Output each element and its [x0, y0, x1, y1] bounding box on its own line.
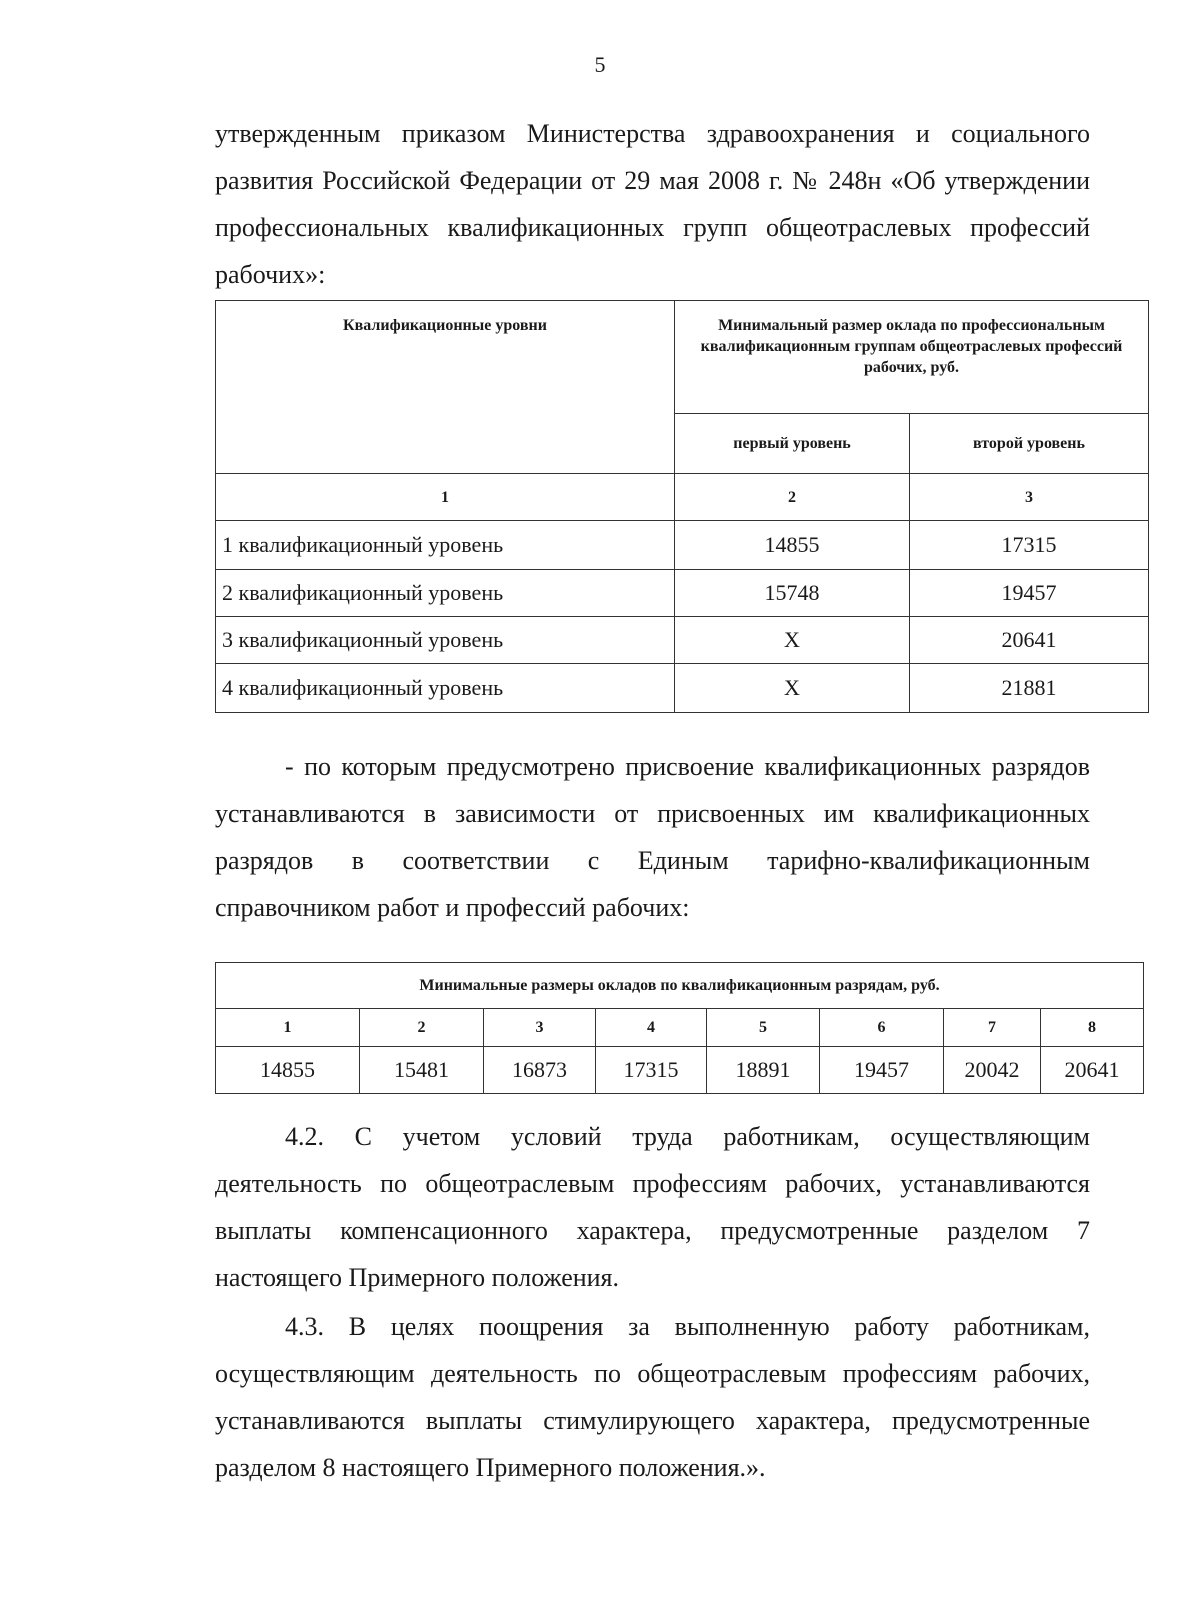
table-row	[216, 1047, 1144, 1094]
second-level-value: 20641	[910, 617, 1149, 664]
grade-salary: 20042	[944, 1047, 1041, 1094]
first-level-value: Х	[675, 664, 910, 713]
grade-number: 4	[596, 1009, 707, 1047]
grade-number: 6	[820, 1009, 944, 1047]
grade-salary: 18891	[707, 1047, 820, 1094]
qualification-levels-table	[215, 300, 1149, 713]
grade-salary: 17315	[596, 1047, 707, 1094]
grade-number: 5	[707, 1009, 820, 1047]
table-row	[216, 664, 1149, 713]
level-name: 3 квалификационный уровень	[216, 617, 675, 664]
grade-salary: 19457	[820, 1047, 944, 1094]
level-name: 4 квалификационный уровень	[216, 664, 675, 713]
second-level-value: 21881	[910, 664, 1149, 713]
paragraph-section-4-2: 4.2. С учетом условий труда работникам, осуществляющим деятельность по общеотраслевым профессиям рабочих, устанавливаются выплаты компенсационного характера, предусмотренные разделом 7 настоящего Примерного положения.	[215, 1122, 1090, 1292]
grade-salary: 14855	[216, 1047, 360, 1094]
table-row	[216, 617, 1149, 664]
table-row	[216, 521, 1149, 570]
grades-table-title: Минимальные размеры окладов по квалификационным разрядам, руб.	[216, 963, 1144, 1009]
first-level-value: 15748	[675, 570, 910, 617]
first-level-value: 14855	[675, 521, 910, 570]
column-number-1: 1	[216, 474, 675, 521]
second-level-value: 17315	[910, 521, 1149, 570]
paragraph-grades: - по которым предусмотрено присвоение квалификационных разрядов устанавливаются в зависимости от присвоенных им квалификационных разрядов в соответствии с Единым тарифно-квалификационным справочником работ и профессий рабочих:	[215, 752, 1090, 922]
column-number-3: 3	[910, 474, 1149, 521]
first-level-value: Х	[675, 617, 910, 664]
grade-salary: 20641	[1041, 1047, 1144, 1094]
level-name: 1 квалификационный уровень	[216, 521, 675, 570]
grade-number: 1	[216, 1009, 360, 1047]
level-name: 2 квалификационный уровень	[216, 570, 675, 617]
column-number-2: 2	[675, 474, 910, 521]
table-row	[216, 570, 1149, 617]
page-number: 5	[594, 52, 606, 77]
grade-number: 2	[360, 1009, 484, 1047]
grade-salary: 16873	[484, 1047, 596, 1094]
second-level-value: 19457	[910, 570, 1149, 617]
grade-number: 7	[944, 1009, 1041, 1047]
header-second-level: второй уровень	[910, 414, 1149, 474]
grade-salary: 15481	[360, 1047, 484, 1094]
grade-number: 8	[1041, 1009, 1144, 1047]
header-minimum-salary: Минимальный размер оклада по профессиональным квалификационным группам общеотраслевых профессий рабочих, руб.	[675, 301, 1149, 414]
paragraph-intro: утвержденным приказом Министерства здравоохранения и социального развития Российской Федерации от 29 мая 2008 г. № 248н «Об утверждении профессиональных квалификационных групп общеотраслевых профессий рабочих»:	[215, 119, 1090, 289]
paragraph-section-4-3: 4.3. В целях поощрения за выполненную работу работникам, осуществляющим деятельность по общеотраслевым профессиям рабочих, устанавливаются выплаты стимулирующего характера, предусмотренные разделом 8 настоящего Примерного положения.».	[215, 1312, 1090, 1482]
grade-number: 3	[484, 1009, 596, 1047]
qualification-grades-table	[215, 962, 1144, 1094]
header-first-level: первый уровень	[675, 414, 910, 474]
header-qualification-levels: Квалификационные уровни	[216, 301, 675, 474]
